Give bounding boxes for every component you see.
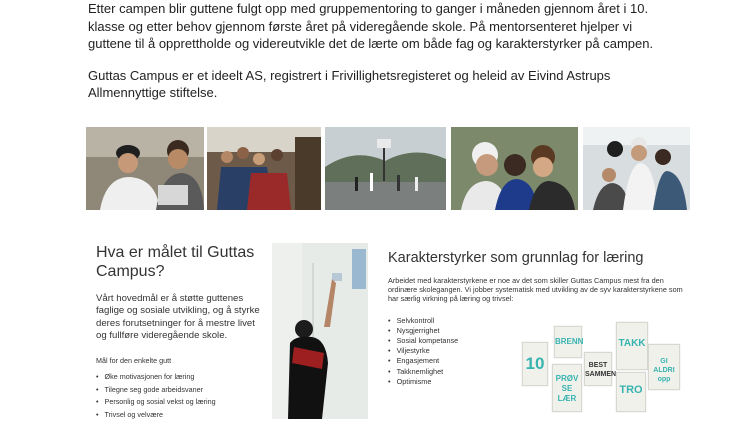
list-item: • Optimisme [388, 377, 688, 387]
goal-main-text: Vårt hovedmål er å støtte guttenes faglige og sosiale utvikling, og å styrke deres forutsetninger for å mestre livet og fullføre videregående skole. [96, 293, 260, 341]
list-item: • Takknemlighet [388, 367, 688, 377]
card-brenn: BRENN [554, 326, 582, 358]
intro-paragraph-mentoring: Etter campen blir guttene fulgt opp med gruppementoring to ganger i måneden gjennom året i 10. klasse og etter behov gjennom første året på videregående skole. På mentorsenteret hjelper vi guttene til å opprettholde og videreutvikle det de lærte om både fag og karakterstyrker på campen. [88, 1, 654, 51]
photo-students-laptop [86, 127, 204, 210]
list-item: • Tilegne seg gode arbeidsvaner [96, 384, 266, 397]
list-item: • Viljestyrke [388, 346, 688, 356]
photo-group-indoors [583, 127, 690, 210]
list-item: • Selvkontroll [388, 316, 688, 326]
intro-text [88, 0, 668, 116]
card-takk: TAKK [616, 322, 648, 370]
card-tro: TRO [616, 372, 646, 412]
intro-paragraph-organization: Guttas Campus er et ideelt AS, registrert i Frivillighetsregisteret og heleid av Eivind Astrups Allmennyttige stiftelse. [88, 67, 611, 100]
goal-heading: Hva er målet til Guttas Campus? [96, 244, 255, 280]
list-item: • Personlig og sosial vekst og læring [96, 396, 266, 409]
goal-sub-heading: Mål for den enkelte gutt [96, 356, 172, 366]
card-10: 10 [522, 342, 548, 386]
list-item: • Øke motivasjonen for læring [96, 371, 266, 384]
list-item: • Engasjement [388, 356, 688, 366]
photo-friends-smiling [451, 127, 578, 210]
strength-cards-image [520, 322, 680, 412]
strengths-heading: Karakterstyrker som grunnlag for læring [388, 250, 644, 266]
card-best-sammen: BEST SAMMEN [584, 352, 612, 386]
photo-basketball-court [325, 127, 446, 210]
list-item: • Nysgjerrighet [388, 326, 688, 336]
list-item: • Trivsel og velvære [96, 409, 266, 422]
list-item: • Sosial kompetanse [388, 336, 688, 346]
photo-strip [86, 127, 690, 210]
goal-section [96, 243, 266, 422]
strengths-description: Arbeidet med karakterstyrkene er noe av det som skiller Guttas Campus mest fra den ordinære skolegangen. Vi jobber systematisk med utvikling av de syv karakterstyrkene som har særlig virkning på læring og trivsel: [388, 276, 683, 304]
photo-group-classroom [207, 127, 321, 210]
goal-list [96, 371, 266, 421]
card-prov-se-laer: PRØV SE LÆR [552, 364, 582, 412]
card-gi-aldri-opp: GI ALDRI opp [648, 344, 680, 390]
photo-boy-writing-board [272, 243, 368, 419]
